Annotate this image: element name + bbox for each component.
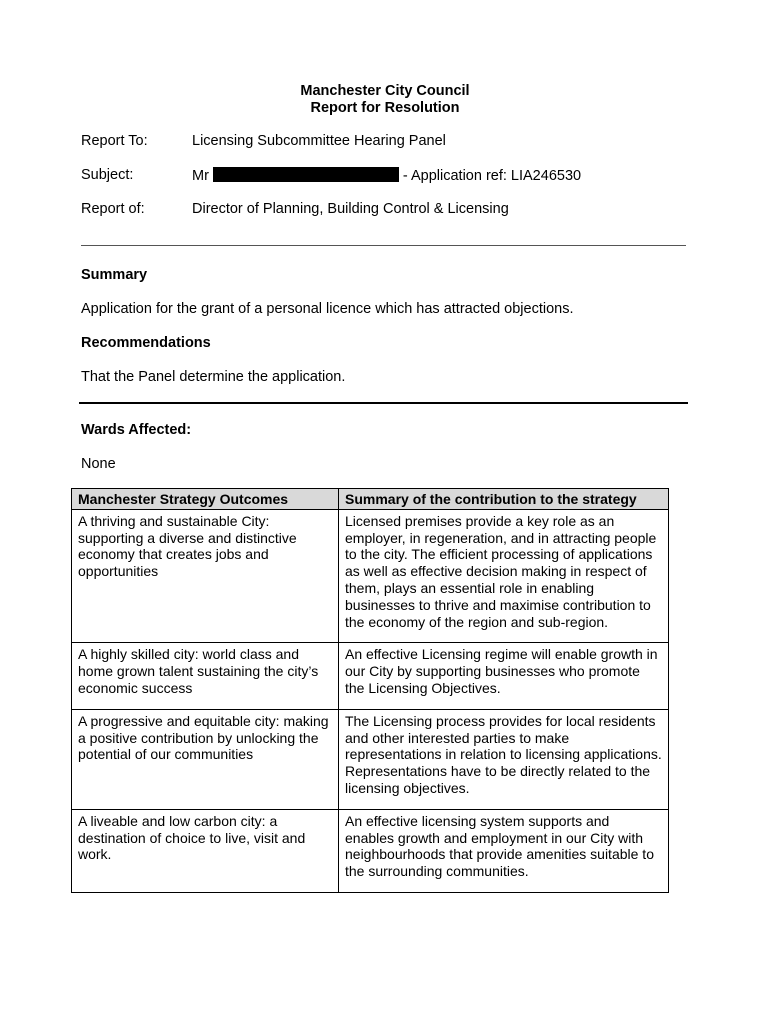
section-divider [79, 402, 688, 404]
meta-label: Report of: [81, 201, 145, 217]
meta-value: Director of Planning, Building Control & Licensing [192, 201, 509, 217]
strategy-outcomes-table [71, 488, 669, 893]
wards-heading: Wards Affected: [81, 422, 192, 438]
table-row [72, 643, 669, 709]
divider [81, 245, 686, 246]
meta-label: Subject: [81, 167, 134, 183]
table-row [72, 809, 669, 892]
outcome-cell: A highly skilled city: world class and home grown talent sustaining the city’s economic success [72, 643, 339, 709]
subject-suffix: - Application ref: LIA246530 [402, 168, 582, 184]
meta-value: Licensing Subcommittee Hearing Panel [192, 133, 446, 149]
title-council: Manchester City Council [300, 83, 470, 99]
table-header-row [72, 489, 669, 510]
outcome-cell: A thriving and sustainable City: supporting a diverse and distinctive economy that creates jobs and opportunities [72, 509, 339, 643]
contribution-cell: Licensed premises provide a key role as an employer, in regeneration, and in attracting people to the city. The efficient processing of applications as well as effective decision making in respect of them, plays an essential role in enabling businesses to thrive and maximise contribution to the economy of the region and sub-region. [339, 509, 669, 643]
recommendations-heading: Recommendations [81, 335, 211, 351]
document-title [0, 83, 770, 117]
summary-text: Application for the grant of a personal licence which has attracted objections. [81, 301, 574, 317]
outcome-cell: A liveable and low carbon city: a destination of choice to live, visit and work. [72, 809, 339, 892]
wards-text: None [81, 456, 116, 472]
redaction-bar [213, 167, 399, 182]
contribution-cell: An effective licensing system supports and enables growth and employment in our City with neighbourhoods that provide amenities suitable to the surrounding communities. [339, 809, 669, 892]
recommendations-text: That the Panel determine the application. [81, 369, 346, 385]
contribution-cell: The Licensing process provides for local residents and other interested parties to make representations in relation to licensing applications. Representations have to be directly related to the licensing objectives. [339, 709, 669, 809]
outcome-cell: A progressive and equitable city: making a positive contribution by unlocking the potential of our communities [72, 709, 339, 809]
summary-heading: Summary [81, 267, 148, 283]
table-row [72, 509, 669, 643]
column-header: Summary of the contribution to the strategy [339, 489, 669, 510]
meta-label: Report To: [81, 133, 148, 149]
table-row [72, 709, 669, 809]
subject-prefix: Mr [192, 168, 209, 184]
contribution-cell: An effective Licensing regime will enable growth in our City by supporting businesses who promote the Licensing Objectives. [339, 643, 669, 709]
title-report-type: Report for Resolution [310, 100, 460, 116]
column-header: Manchester Strategy Outcomes [72, 489, 339, 510]
meta-value [192, 167, 581, 185]
